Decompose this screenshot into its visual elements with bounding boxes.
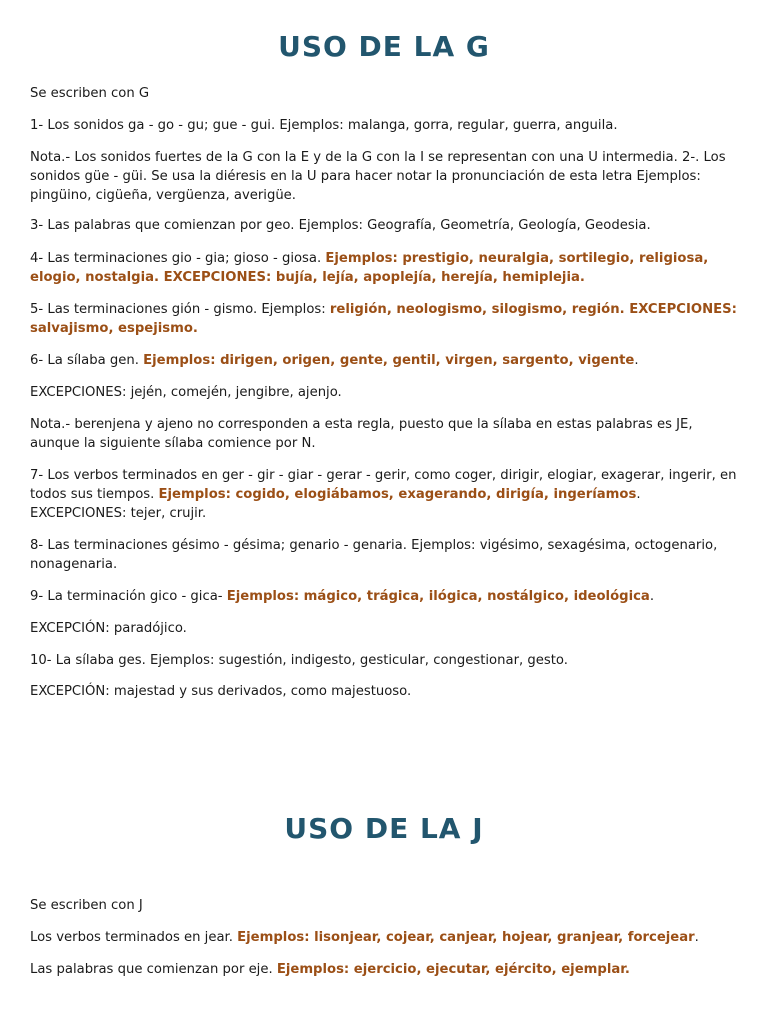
rule-g-9-end: . xyxy=(649,589,655,604)
note-g-1: Nota.- Los sonidos fuertes de la G con la E y de la G con la I se representan con una U intermedia. 2-. Los sonidos güe - güi. Se usa la diéresis en la U para hacer notar la pronunciación de esta letra Ejemplos: pingüino, cigüeña, vergüenza, averigüe. xyxy=(30,150,726,203)
rule-g-4-text: 4- Las terminaciones gio - gia; gioso - giosa. xyxy=(30,251,326,266)
rule-g-6 xyxy=(30,351,740,370)
exception-g-10: EXCEPCIÓN: majestad y sus derivados, como majestuoso. xyxy=(30,684,412,699)
intro-j: Se escriben con J xyxy=(30,898,143,913)
rule-g-6-text: 6- La sílaba gen. xyxy=(30,353,144,368)
rule-j-1-examples: Ejemplos: lisonjear, cojear, canjear, hojear, granjear, forcejear xyxy=(237,930,695,945)
rule-g-9-examples: Ejemplos: mágico, trágica, ilógica, nostálgico, ideológica xyxy=(226,589,650,604)
rule-g-10: 10- La sílaba ges. Ejemplos: sugestión, indigesto, gesticular, congestionar, gesto. xyxy=(30,653,568,668)
rule-g-9-text: 9- La terminación gico - gica- xyxy=(30,589,227,604)
title-uso-de-la-j: USO DE LA J xyxy=(284,812,484,845)
rule-g-7 xyxy=(30,466,740,523)
exceptions-g-6: EXCEPCIONES: jején, comején, jengibre, ajenjo. xyxy=(30,385,342,400)
rule-j-1-text: Los verbos terminados en jear. xyxy=(30,930,238,945)
rule-j-2 xyxy=(30,960,740,979)
rule-g-7-text: 7- Los verbos terminados en ger - gir - giar - gerar - gerir, como coger, dirigir, elogiar, exagerar, ingerir, en todos sus tiempos. xyxy=(30,468,737,502)
title-uso-de-la-g: USO DE LA G xyxy=(278,30,490,63)
rule-g-7-end: . EXCEPCIONES: tejer, crujir. xyxy=(30,487,641,521)
rule-j-2-examples: Ejemplos: ejercicio, ejecutar, ejército, ejemplar. xyxy=(276,962,630,977)
rule-g-5 xyxy=(30,300,740,338)
rule-j-2-text: Las palabras que comienzan por eje. xyxy=(30,962,277,977)
rule-g-5-examples: religión, neologismo, silogismo, región. EXCEPCIONES: salvajismo, espejismo. xyxy=(30,302,737,336)
rule-g-6-end: . xyxy=(634,353,639,368)
note-g-2: Nota.- berenjena y ajeno no corresponden a esta regla, puesto que la sílaba en estas palabras es JE, aunque la siguiente sílaba comience por N. xyxy=(30,417,693,451)
rule-g-4 xyxy=(30,249,740,287)
rule-g-7-examples: Ejemplos: cogido, elogiábamos, exagerando, dirigía, ingeríamos xyxy=(158,487,637,502)
rule-g-6-examples: Ejemplos: dirigen, origen, gente, gentil, virgen, sargento, vigente xyxy=(143,353,635,368)
rule-j-1 xyxy=(30,928,740,947)
rule-g-3: 3- Las palabras que comienzan por geo. Ejemplos: Geografía, Geometría, Geología, Geodesia. xyxy=(30,218,651,233)
rule-j-1-end: . xyxy=(694,930,699,945)
rule-g-1: 1- Los sonidos ga - go - gu; gue - gui. Ejemplos: malanga, gorra, regular, guerra, anguila. xyxy=(30,118,618,133)
exception-g-9: EXCEPCIÓN: paradójico. xyxy=(30,621,187,636)
intro-g: Se escriben con G xyxy=(30,86,150,101)
rule-g-9 xyxy=(30,587,740,606)
rule-g-4-examples: Ejemplos: prestigio, neuralgia, sortilegio, religiosa, elogio, nostalgia. EXCEPCIONES: bujía, lejía, apoplejía, herejía, hemiplejia. xyxy=(30,251,709,285)
rule-g-5-text: 5- Las terminaciones gión - gismo. Ejemplos: xyxy=(30,302,330,317)
rule-g-8: 8- Las terminaciones gésimo - gésima; genario - genaria. Ejemplos: vigésimo, sexagésima, octogenario, nonagenaria. xyxy=(30,538,718,572)
